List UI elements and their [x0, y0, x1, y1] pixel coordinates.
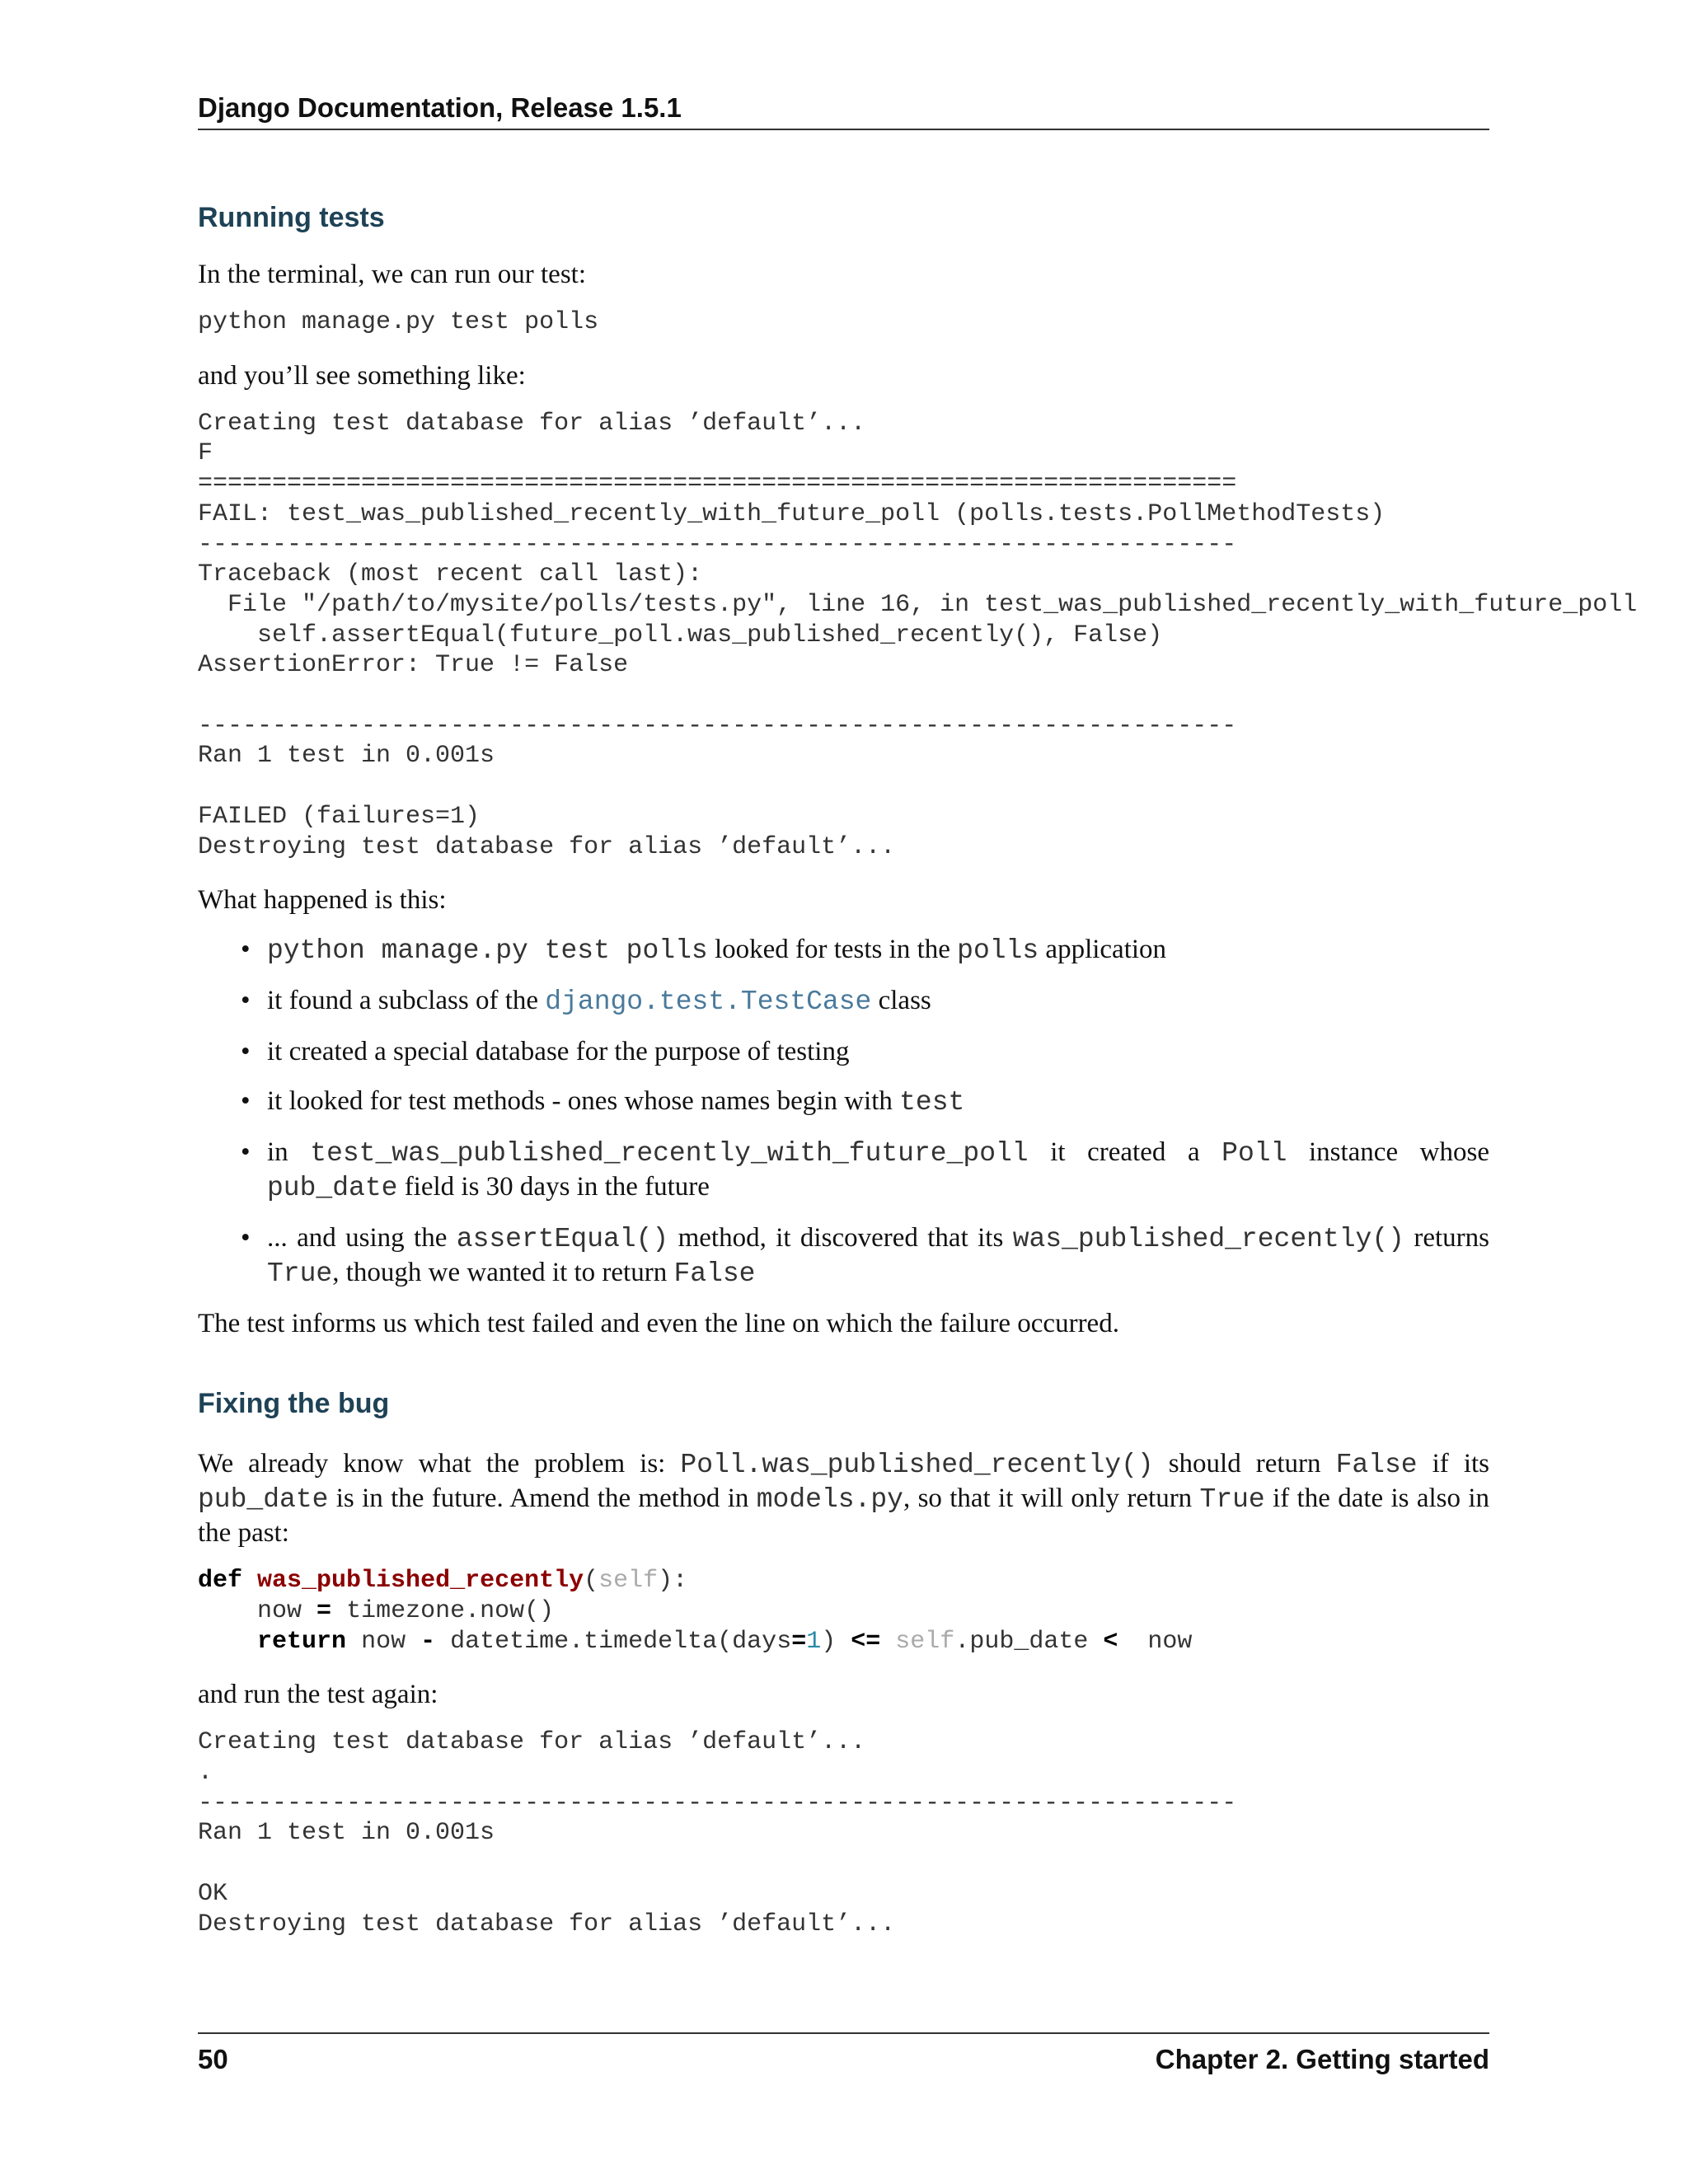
list-item	[198, 1136, 1489, 1205]
page-footer	[198, 2032, 1489, 2075]
inline-code: True	[267, 1258, 333, 1290]
code-operator: <	[1103, 1627, 1118, 1656]
code-token: )	[821, 1627, 837, 1656]
para-text: We already know what the problem is:	[198, 1449, 681, 1479]
happened-paragraph: What happened is this:	[198, 885, 447, 916]
section-heading-running-tests: Running tests	[198, 202, 385, 233]
inline-code: test_was_published_recently_with_future_poll	[310, 1138, 1029, 1169]
para-text: if its	[1417, 1449, 1489, 1479]
test-output-passed: Creating test database for alias ’default’... . ---------------------------------------------------------------------- Ran 1 test in 0.001s OK Destroying test database for alias ’default’...	[198, 1728, 1237, 1938]
inline-code: polls	[957, 935, 1039, 967]
code-self: self	[895, 1627, 955, 1656]
para-text: , so that it will only return	[903, 1483, 1200, 1514]
rerun-paragraph: and run the test again:	[198, 1680, 438, 1710]
bullet-marker: •	[241, 935, 251, 965]
bullet-marker: •	[241, 1137, 251, 1168]
testcase-link[interactable]: django.test.TestCase	[545, 987, 872, 1018]
conclusion-paragraph: The test informs us which test failed and even the line on which the failure occurred.	[198, 1309, 1119, 1339]
list-item	[198, 933, 1489, 968]
page-number: 50	[198, 2044, 228, 2074]
list-text: it found a subclass of the	[267, 986, 546, 1016]
list-text: it looked for test methods - ones whose names begin with	[267, 1086, 900, 1117]
running-header	[198, 92, 1489, 130]
fixed-method-code-block: def was_published_recently(self): now = timezone.now() return now - datetime.timedelta(days=1) <= self.pub_date < now	[198, 1567, 1193, 1656]
command-code-block: python manage.py test polls	[198, 308, 599, 336]
code-operator: =	[791, 1627, 807, 1656]
bullet-marker: •	[241, 1086, 251, 1117]
list-text: instance whose	[1287, 1137, 1489, 1168]
code-token: now	[1147, 1627, 1193, 1656]
fix-paragraph	[198, 1447, 1489, 1549]
code-token: now	[257, 1596, 302, 1625]
inline-code: False	[673, 1258, 756, 1290]
inline-code: was_published_recently()	[1012, 1224, 1404, 1255]
inline-code: True	[1199, 1484, 1265, 1516]
code-token: now	[361, 1627, 406, 1656]
para-text: should return	[1153, 1449, 1336, 1479]
list-text: method, it discovered that its	[668, 1223, 1013, 1254]
list-text: it created a	[1028, 1137, 1222, 1168]
list-item	[198, 1085, 1489, 1119]
code-token: .pub_date	[954, 1627, 1089, 1656]
document-page	[198, 0, 1638, 2184]
section-heading-fixing-the-bug: Fixing the bug	[198, 1388, 390, 1420]
inline-code: pub_date	[267, 1173, 398, 1204]
list-item	[198, 984, 1489, 1019]
para-text: if the date is also in the past:	[198, 1483, 1489, 1549]
inline-code: Poll.was_published_recently()	[680, 1450, 1154, 1481]
test-output-failed: Creating test database for alias ’default’... F ====================================================================== FAIL: test_was_published_recently_with_future_poll (polls.tests.PollMethodTests) ---------------------------------------------------------------------- Traceback (most recent call last): File "/path/to/mysite/polls/tests.py", line 16, in test_was_published_recently_with_future_poll self.assertEqual(future_poll.was_published_recently(), False) AssertionError: True != False ---------------------------------------------------------------------- Ran 1 test in 0.001s FAILED (failures=1) Destroying test database for alias ’default’...	[198, 409, 1638, 861]
code-self: self	[598, 1567, 659, 1596]
list-text: field is 30 days in the future	[397, 1172, 710, 1202]
code-operator: -	[420, 1627, 436, 1656]
inline-code: assertEqual()	[456, 1224, 669, 1255]
list-text: class	[871, 986, 931, 1016]
inline-code: test	[899, 1087, 965, 1118]
list-item	[198, 1221, 1489, 1291]
list-text: it created a special database for the purpose of testing	[267, 1037, 850, 1067]
code-number: 1	[806, 1627, 822, 1656]
see-paragraph: and you’ll see something like:	[198, 360, 526, 391]
list-item	[198, 1035, 1489, 1068]
list-text: returns	[1404, 1223, 1489, 1254]
list-text: application	[1039, 935, 1167, 965]
code-function-name: was_published_recently	[257, 1567, 584, 1596]
para-text: is in the future. Amend the method in	[328, 1483, 757, 1514]
header-title: Django Documentation, Release 1.5.1	[198, 92, 682, 123]
list-text: ... and using the	[267, 1223, 457, 1254]
inline-code: pub_date	[198, 1484, 329, 1516]
inline-code: False	[1335, 1450, 1418, 1481]
code-operator: <=	[851, 1627, 881, 1656]
code-token: datetime.timedelta(days	[450, 1627, 792, 1656]
list-text: in	[267, 1137, 311, 1168]
page-content	[198, 195, 1638, 1939]
intro-paragraph: In the terminal, we can run our test:	[198, 260, 587, 289]
chapter-title: Chapter 2. Getting started	[1155, 2044, 1489, 2074]
list-text: , though we wanted it to return	[332, 1258, 674, 1288]
inline-code: models.py	[756, 1484, 903, 1516]
bullet-marker: •	[241, 1223, 251, 1254]
list-text: looked for tests in the	[707, 935, 958, 965]
inline-code: python manage.py test polls	[267, 935, 708, 967]
code-token: timezone.now()	[346, 1596, 555, 1625]
code-keyword: return	[257, 1627, 347, 1656]
code-operator: =	[316, 1596, 332, 1625]
inline-code: Poll	[1221, 1138, 1287, 1169]
bullet-marker: •	[241, 986, 251, 1016]
code-keyword: def	[198, 1567, 243, 1596]
bullet-marker: •	[241, 1037, 251, 1067]
explanation-list	[198, 933, 1489, 1291]
